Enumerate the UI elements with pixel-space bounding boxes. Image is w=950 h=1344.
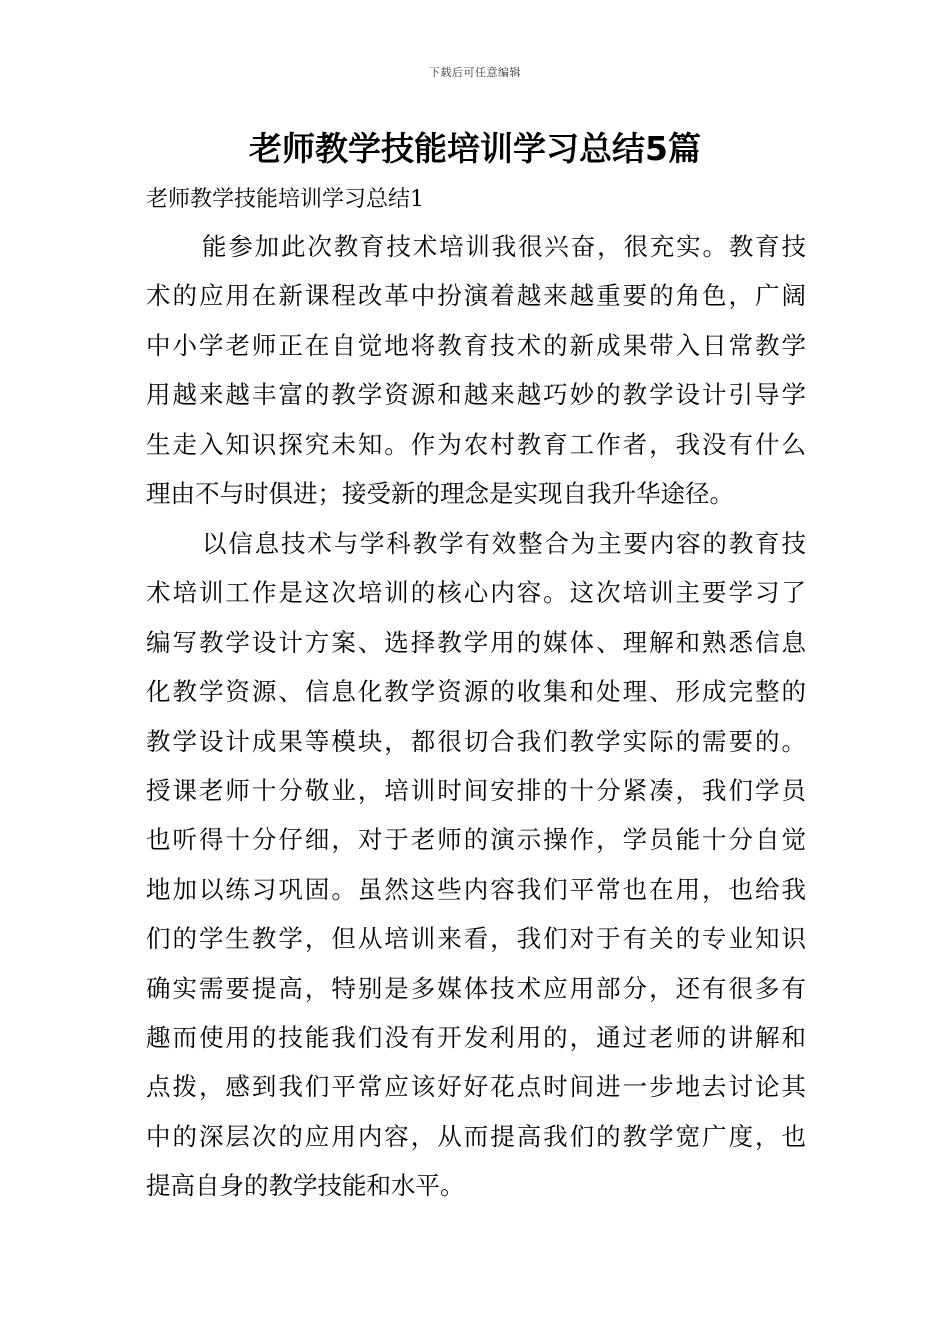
paragraph-line: 确实需要提高，特别是多媒体技术应用部分，还有很多有 (146, 973, 806, 1003)
paragraph-2 (146, 519, 806, 1210)
paragraph-line: 理由不与时俱进；接受新的理念是实现自我升华途径。 (146, 478, 734, 508)
paragraph-line: 术的应用在新课程改革中扮演着越来越重要的角色，广阔 (146, 281, 806, 311)
paragraph-1 (146, 222, 806, 518)
document-title: 老师教学技能培训学习总结5篇 (249, 129, 701, 168)
section-heading: 老师教学技能培训学习总结1 (146, 187, 424, 212)
paragraph-line: 中小学老师正在自觉地将教育技术的新成果带入日常教学 (146, 330, 806, 360)
paragraph-line: 术培训工作是这次培训的核心内容。这次培训主要学习了 (146, 578, 806, 608)
paragraph-line: 点拨，感到我们平常应该好好花点时间进一步地去讨论其 (146, 1072, 806, 1102)
paragraph-line: 授课老师十分敬业，培训时间安排的十分紧凑，我们学员 (146, 775, 806, 805)
paragraph-line: 编写教学设计方案、选择教学用的媒体、理解和熟悉信息 (146, 627, 806, 657)
paragraph-line: 教学设计成果等模块，都很切合我们教学实际的需要的。 (146, 726, 806, 756)
paragraph-line: 化教学资源、信息化教学资源的收集和处理、形成完整的 (146, 677, 806, 707)
paragraph-line: 以信息技术与学科教学有效整合为主要内容的教育技 (202, 529, 806, 558)
paragraph-line: 地加以练习巩固。虽然这些内容我们平常也在用，也给我 (146, 874, 806, 904)
paragraph-line: 趣而使用的技能我们没有开发利用的，通过老师的讲解和 (146, 1022, 806, 1052)
paragraph-line: 也听得十分仔细，对于老师的演示操作，学员能十分自觉 (146, 825, 806, 855)
paragraph-line: 生走入知识探究未知。作为农村教育工作者，我没有什么 (146, 429, 806, 459)
header-note: 下载后可任意编辑 (429, 66, 521, 79)
paragraph-line: 用越来越丰富的教学资源和越来越巧妙的教学设计引导学 (146, 380, 806, 410)
paragraph-line: 提高自身的教学技能和水平。 (146, 1171, 465, 1201)
paragraph-line: 们的学生教学，但从培训来看，我们对于有关的专业知识 (146, 924, 806, 954)
paragraph-line: 能参加此次教育技术培训我很兴奋，很充实。教育技 (202, 232, 806, 261)
paragraph-line: 中的深层次的应用内容，从而提高我们的教学宽广度，也 (146, 1121, 806, 1151)
